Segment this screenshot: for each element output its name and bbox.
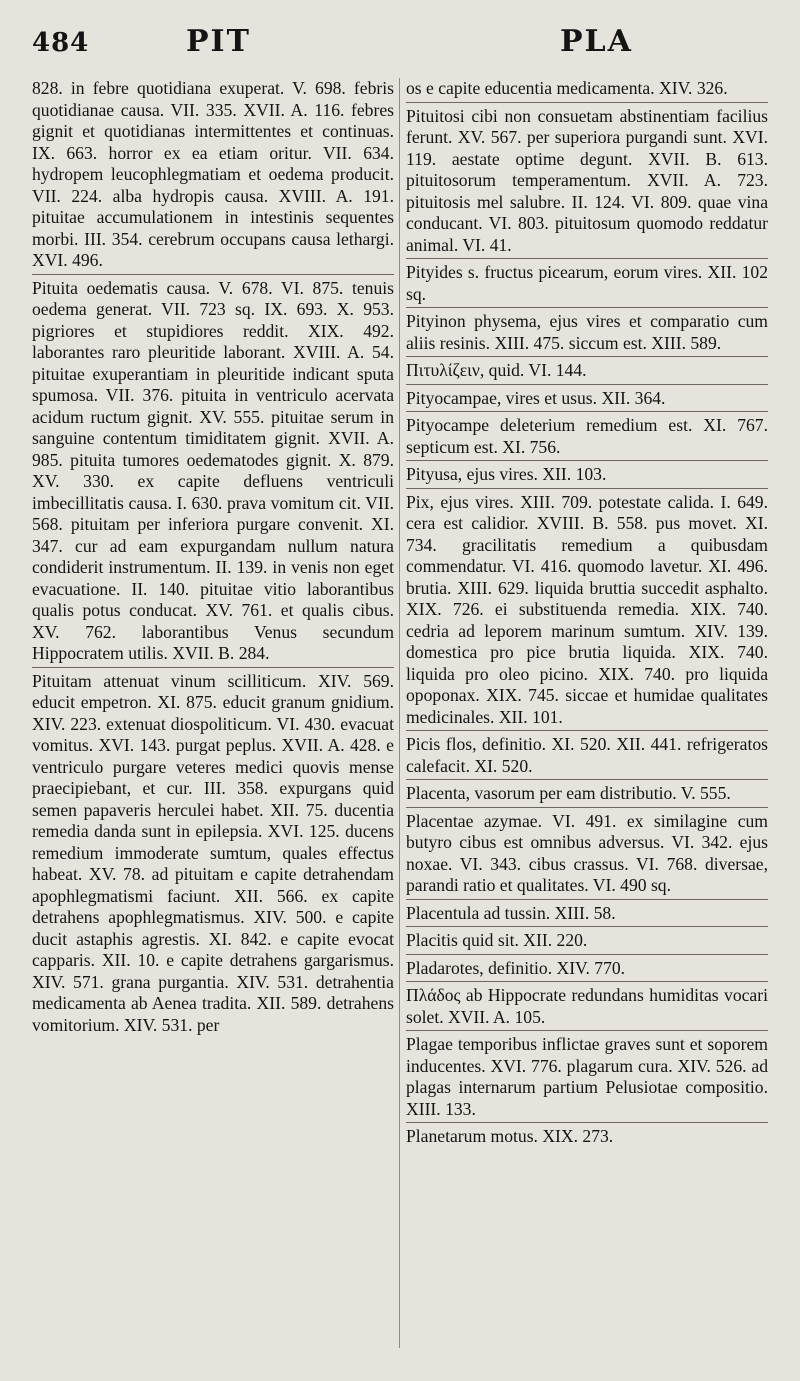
index-entry: Pituitosi cibi non consuetam abstinentiam facilius ferunt. XV. 567. per superiora purgandi sunt. XVI. 119. aestate optime degunt. XVII. B. 613. pituitosorum temperamentum. XVII. A. 723. pituitosis mel salubre. II. 124. VI. 809. quae vina conducant. VI. 803. pituitosum quomodo reddatur animal. VI. 41. (406, 105, 768, 255)
entry-rule (406, 730, 768, 731)
index-entry: Picis flos, definitio. XI. 520. XII. 441. refrigeratos calefacit. XI. 520. (406, 734, 768, 776)
entry-rule (406, 488, 768, 489)
entry-rule (406, 779, 768, 780)
index-entry: Pituitam attenuat vinum scilliticum. XIV. 569. educit empetron. XI. 875. educit granum gnidium. XIV. 223. extenuat diospoliticum. VI. 430. evacuat vomitus. XVI. 143. purgat peplus. XVII. A. 428. e ventriculo purgare veteres medici quovis mense praecipiebant, et cur. III. 358. expurgans quid semen papaveris herculei habet. XII. 75. ducentia remedia danda sunt in epilepsia. XVI. 125. ducens remedium immoderate sumtum, quales effectus habeat. XV. 78. ad pituitam e capite detrahendam apophlegmatismi faciunt. XII. 566. ex capite detrahens apophlegmatismus. XIV. 500. e capite ducit astaphis agrestis. XI. 842. e capite evocat capparis. XII. 10. e capite detrahens gargarismus. XIV. 571. grana purgantia. XIV. 531. detrahentia medicamenta ab Aenea tradita. XII. 589. detrahens vomitorium. XIV. 531. per (32, 670, 394, 1035)
entry-rule (406, 411, 768, 412)
entry-rule (406, 926, 768, 927)
entry-rule (406, 258, 768, 259)
index-entry: Planetarum motus. XIX. 273. (406, 1126, 614, 1146)
index-entry: Pityocampe deleterium remedium est. XI. 767. septicum est. XI. 756. (406, 415, 768, 457)
entry-rule (406, 356, 768, 357)
index-entry: Placitis quid sit. XII. 220. (406, 930, 588, 950)
index-entry: Pityides s. fructus picearum, eorum vires. XII. 102 sq. (406, 262, 768, 304)
index-entry: Placenta, vasorum per eam distributio. V. 555. (406, 783, 731, 803)
entry-rule (406, 1030, 768, 1031)
index-entry: Placentae azymae. VI. 491. ex similagine cum butyro cibus est omnibus adversus. VI. 342. ejus noxae. VI. 343. cibus crassus. VI. 768. diversae, parandi ratio et qualitates. VI. 490 sq. (406, 810, 768, 895)
entry-rule (406, 460, 768, 461)
index-entry: Pityocampae, vires et usus. XII. 364. (406, 387, 666, 408)
entry-rule (406, 102, 768, 103)
page-number: 484 (32, 28, 90, 58)
running-head-right: PLA (560, 24, 633, 59)
column-divider (399, 78, 400, 1348)
index-entry: Pityinon physema, ejus vires et comparatio cum aliis resinis. XIII. 475. siccum est. XIII. 589. (406, 311, 768, 353)
index-entry: Πλάδος ab Hippocrate redundans humiditas vocari solet. XVII. A. 105. (406, 985, 768, 1027)
left-column (32, 78, 394, 1036)
index-entry: Plagae temporibus inflictae graves sunt et soporem inducentes. XVI. 776. plagarum cura. XIV. 526. ad plagas internarum partium Pelusiotae compositio. XIII. 133. (406, 1034, 768, 1119)
entry-rule (406, 981, 768, 982)
entry-rule (406, 954, 768, 955)
entry-rule (406, 1122, 768, 1123)
index-entry: Pladarotes, definitio. XIV. 770. (406, 957, 626, 978)
index-entry: Πιτυλίζειν, quid. VI. 144. (406, 360, 587, 380)
entry-rule (406, 384, 768, 385)
entry-rule (406, 807, 768, 808)
entry-rule (406, 307, 768, 308)
entry-rule (32, 667, 394, 668)
index-entry: Pix, ejus vires. XIII. 709. potestate calida. I. 649. cera est calidior. XVIII. B. 558. pus movet. XI. 734. gracilitatis remedium a quibusdam commendatur. VI. 416. quomodo lavetur. XI. 496. brutia. XIII. 629. liquida bruttia succedit asphalto. XIX. 726. ei substituenda remedia. XIX. 740. cedria ad leporem marinum sumtum. XIV. 139. domestica pro pice brutia liquida. XIX. 740. liquida pro oleo picino. XIX. 740. pro liquida opoponax. XIX. 745. siccae et humidae qualitates medicinales. XII. 101. (406, 491, 768, 727)
index-entry: Pituita oedematis causa. V. 678. VI. 875. tenuis oedema generat. VII. 723 sq. IX. 693. X. 953. pigriores et stupidiores reddit. XIX. 492. laborantes raro pleuritide laborant. XVIII. A. 54. pituitae exuperantiam in pleuritide indicant sputa spumosa. VII. 376. pituita in ventriculo acervata acidum ructum gignit. XV. 555. pituitae serum in sanguine contentum timiditatem gignit. XVII. A. 985. pituita tumores oedematodes gignit. X. 879. XV. 330. ex capite defluens ventriculi imbecillitatis causa. I. 630. prava vomitum cit. VII. 568. pituitam per inferiora purgare convenit. XI. 347. cur ad eam expurgandam nullum natura condiderit instrumentum. II. 139. in venis non eget evacuatione. II. 140. pituitae vitio laborantibus qualis potus conducat. XV. 761. et qualis cibus. XV. 762. laborantibus Venus secundum Hippocratem utilis. XVII. B. 284. (32, 277, 394, 663)
page-header (0, 24, 800, 68)
running-head-left: PIT (186, 24, 251, 59)
entry-rule (32, 274, 394, 275)
entry-rule (406, 899, 768, 900)
index-entry: Pityusa, ejus vires. XII. 103. (406, 464, 607, 484)
index-entry: Placentula ad tussin. XIII. 58. (406, 902, 616, 923)
index-entry: 828. in febre quotidiana exuperat. V. 698. febris quotidianae causa. VII. 335. XVII. A. 116. febres gignit et quotidianas intermittentes et continuas. IX. 663. horror ex ea etiam oritur. VII. 634. hydropem leucophlegmatiam et oedema producit. VII. 224. alba hydropis causa. XVIII. A. 191. pituitae accumulationem in intestinis sequentes morbi. III. 354. cerebrum occupans causa lethargi. XVI. 496. (32, 78, 394, 270)
right-column (406, 78, 768, 1148)
index-entry: os e capite educentia medicamenta. XIV. 326. (406, 78, 728, 98)
